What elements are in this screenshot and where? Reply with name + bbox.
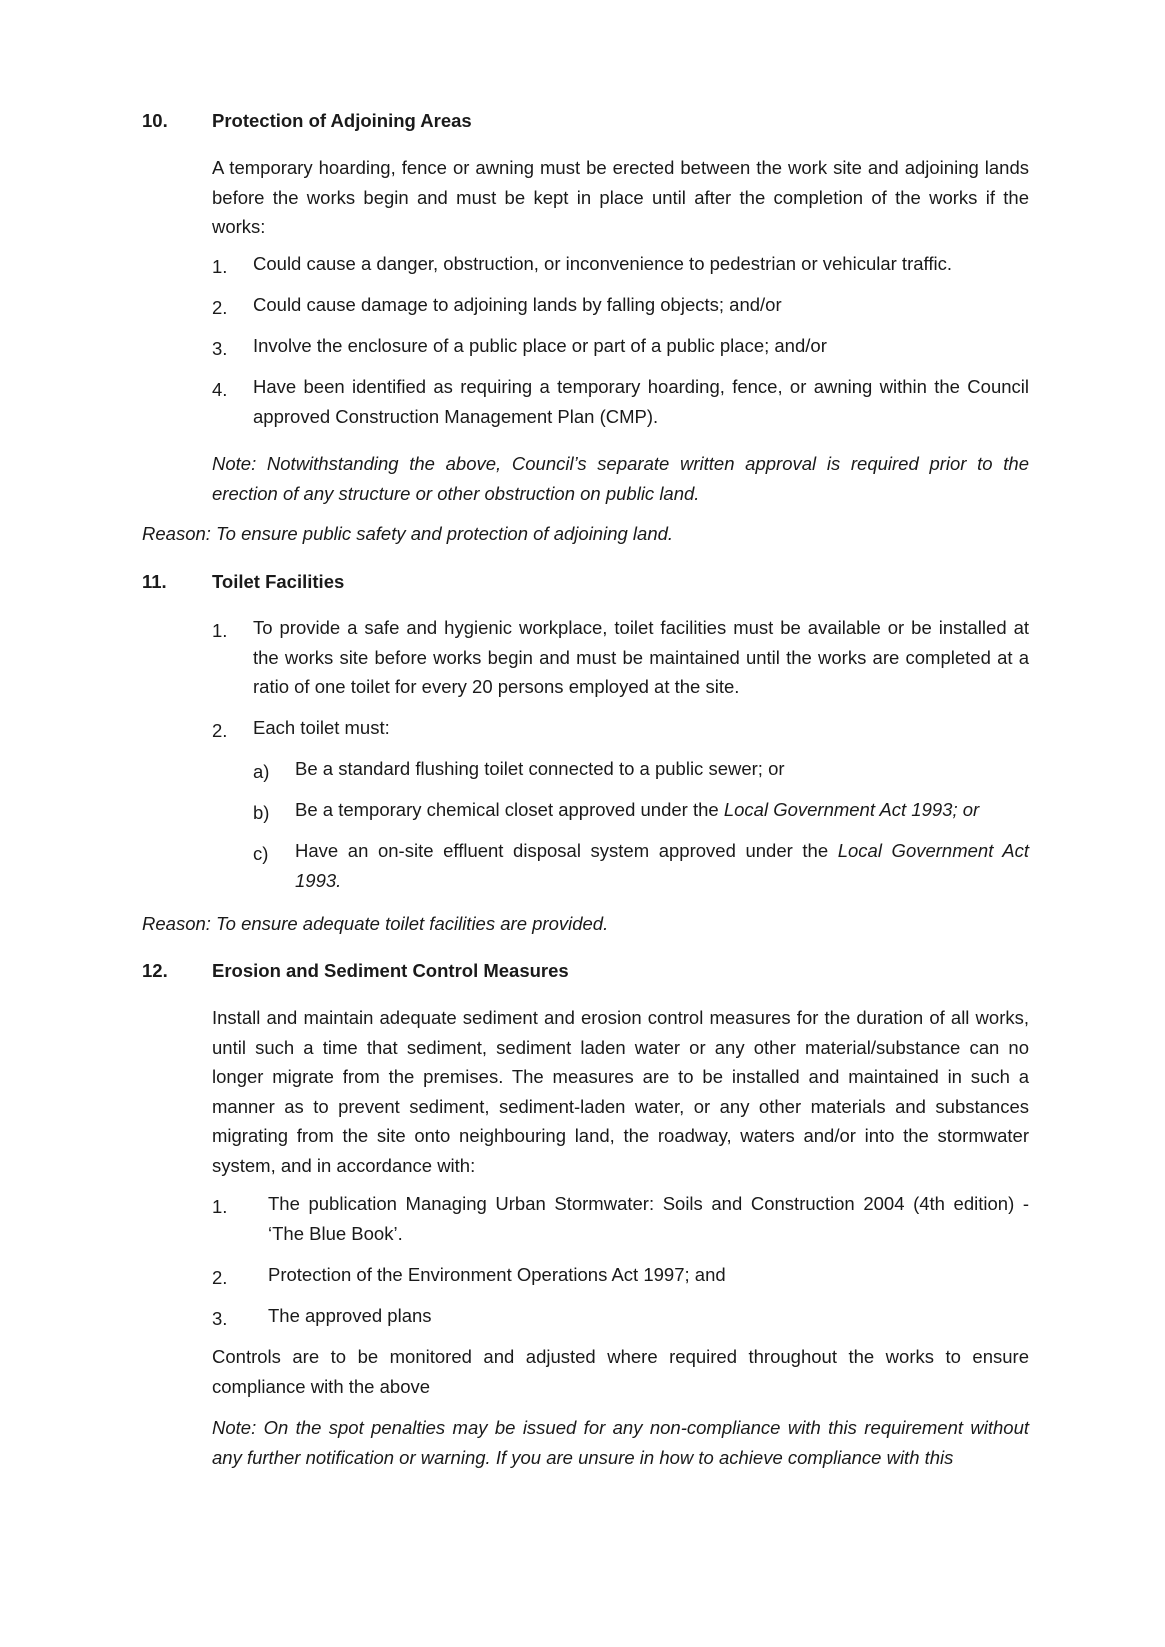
section-10-item-1-text: Could cause a danger, obstruction, or inconvenience to pedestrian or vehicular traffic. [253, 253, 952, 274]
section-11-title: Toilet Facilities [212, 571, 345, 592]
section-11-subitem-b-text [295, 795, 1029, 825]
section-10-note: Note: Notwithstanding the above, Council’s separate written approval is required prior to the erection of any structure or other obstruction on public land. [212, 453, 1029, 504]
section-10-item-1-number: 1. [212, 256, 228, 277]
section-10-number: 10. [142, 110, 168, 131]
section-11-subitem-b-label: b) [253, 802, 270, 823]
section-11-subitem-c-act: Local Government Act 1993. [295, 840, 1029, 891]
section-12-item-2-text: Protection of the Environment Operations Act 1997; and [268, 1264, 726, 1285]
section-11-subitem-a-label: a) [253, 761, 270, 782]
section-11-reason: Reason: To ensure adequate toilet facilities are provided. [142, 913, 609, 934]
section-12-item-1-number: 1. [212, 1196, 228, 1217]
section-12-item-2-number: 2. [212, 1267, 228, 1288]
section-12-intro: Install and maintain adequate sediment and erosion control measures for the duration of all works, until such a time that sediment, sediment laden water or any other material/substance can no longer migrate from the premises. The measures are to be installed and maintained in such a manner as to prevent sediment, sediment-laden water, or any other materials and substances migrating from the site onto neighbouring land, the roadway, waters and/or into the stormwater system, and in accordance with: [212, 1007, 1029, 1176]
section-11-subitem-b-plain: Be a temporary chemical closet approved under the [295, 799, 724, 820]
section-10-item-4-number: 4. [212, 379, 228, 400]
section-10-title: Protection of Adjoining Areas [212, 110, 472, 131]
section-10-item-4-text: Have been identified as requiring a temporary hoarding, fence, or awning within the Council approved Construction Management Plan (CMP). [253, 376, 1029, 427]
section-12-number: 12. [142, 960, 168, 981]
section-12-item-3-text: The approved plans [268, 1305, 432, 1326]
section-11-item-2-number: 2. [212, 720, 228, 741]
section-11-subitem-c-text [295, 836, 1029, 895]
section-10-item-3-text: Involve the enclosure of a public place or part of a public place; and/or [253, 335, 827, 356]
section-12-title: Erosion and Sediment Control Measures [212, 960, 569, 981]
section-11-subitem-c-plain: Have an on-site effluent disposal system approved under the [295, 840, 838, 861]
section-10-intro: A temporary hoarding, fence or awning must be erected between the work site and adjoining lands before the works begin and must be kept in place until after the completion of the works if the works: [212, 157, 1029, 237]
section-11-subitem-b-act: Local Government Act 1993; or [723, 799, 980, 820]
section-12-item-1-text: The publication Managing Urban Stormwater: Soils and Construction 2004 (4th edition) - ‘The Blue Book’. [268, 1193, 1029, 1244]
section-11-item-1-text: To provide a safe and hygienic workplace, toilet facilities must be available or be installed at the works site before works begin and must be maintained until the works are completed at a ratio of one toilet for every 20 persons employed at the site. [253, 617, 1029, 697]
section-10-item-2-text: Could cause damage to adjoining lands by falling objects; and/or [253, 294, 782, 315]
section-11-item-1-number: 1. [212, 620, 228, 641]
section-10-item-2-number: 2. [212, 297, 228, 318]
section-12-controls: Controls are to be monitored and adjusted where required throughout the works to ensure compliance with the above [212, 1346, 1029, 1397]
section-12-item-3-number: 3. [212, 1308, 228, 1329]
section-11-item-2-text: Each toilet must: [253, 717, 390, 738]
section-12-note: Note: On the spot penalties may be issued for any non-compliance with this requirement without any further notification or warning. If you are unsure in how to achieve compliance with this [212, 1417, 1029, 1468]
section-11-number: 11. [142, 571, 167, 592]
section-10-reason: Reason: To ensure public safety and protection of adjoining land. [142, 523, 674, 544]
section-11-subitem-a-text: Be a standard flushing toilet connected to a public sewer; or [295, 758, 785, 779]
section-11-subitem-c-label: c) [253, 843, 269, 864]
section-10-item-3-number: 3. [212, 338, 228, 359]
